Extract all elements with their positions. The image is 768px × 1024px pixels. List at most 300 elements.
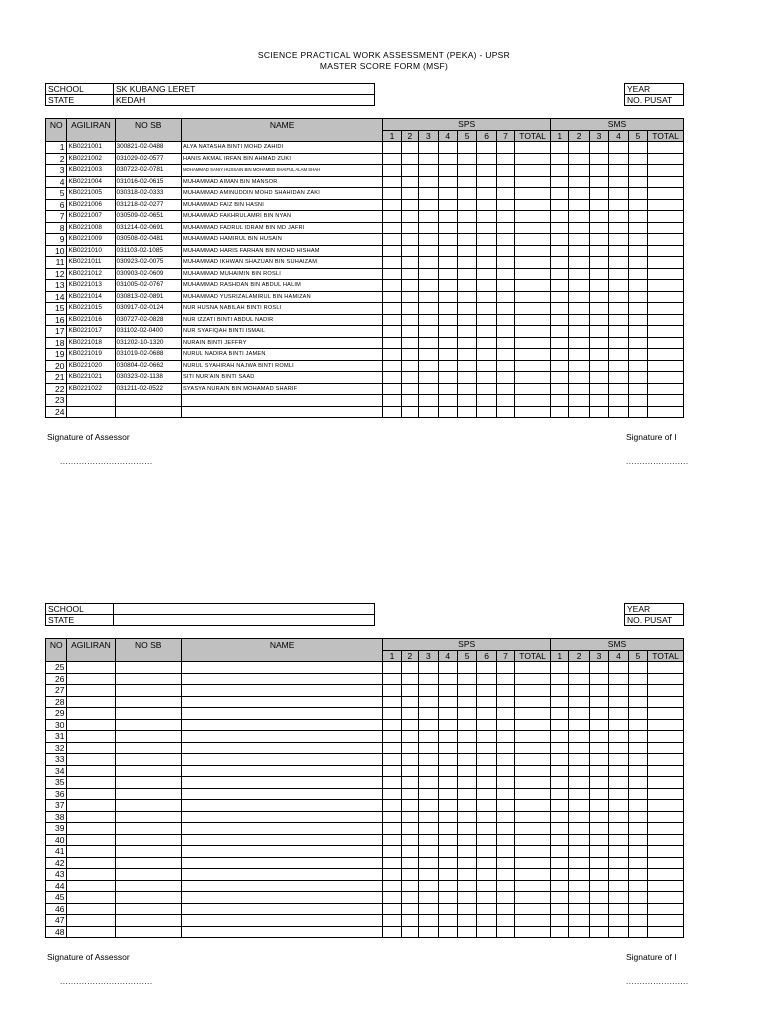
score-cell[interactable] [457, 754, 476, 766]
score-cell[interactable] [401, 742, 418, 754]
score-cell[interactable] [438, 788, 457, 800]
score-cell[interactable] [496, 696, 514, 708]
score-cell[interactable] [419, 303, 438, 315]
score-cell[interactable] [569, 142, 589, 154]
score-cell[interactable] [477, 337, 496, 349]
score-cell[interactable] [477, 903, 496, 915]
score-cell[interactable] [477, 211, 496, 223]
score-cell[interactable] [550, 337, 568, 349]
score-cell[interactable] [438, 892, 457, 904]
score-cell[interactable] [628, 788, 647, 800]
score-cell[interactable] [515, 892, 551, 904]
score-cell[interactable] [401, 696, 418, 708]
score-cell[interactable] [609, 823, 628, 835]
score-cell[interactable] [438, 869, 457, 881]
score-cell[interactable] [438, 268, 457, 280]
score-cell[interactable] [457, 326, 476, 338]
score-cell[interactable] [419, 395, 438, 407]
score-cell[interactable] [628, 903, 647, 915]
score-cell[interactable] [419, 719, 438, 731]
score-cell[interactable] [609, 245, 628, 257]
score-cell[interactable] [569, 257, 589, 269]
score-cell[interactable] [457, 719, 476, 731]
score-cell[interactable] [648, 188, 684, 200]
score-cell[interactable] [383, 777, 401, 789]
score-cell[interactable] [515, 199, 551, 211]
score-cell[interactable] [550, 153, 568, 165]
score-cell[interactable] [496, 846, 514, 858]
score-cell[interactable] [648, 268, 684, 280]
score-cell[interactable] [401, 234, 418, 246]
score-cell[interactable] [589, 383, 608, 395]
score-cell[interactable] [589, 892, 608, 904]
score-cell[interactable] [457, 268, 476, 280]
score-cell[interactable] [569, 280, 589, 292]
score-cell[interactable] [648, 903, 684, 915]
score-cell[interactable] [401, 291, 418, 303]
score-cell[interactable] [401, 372, 418, 384]
score-cell[interactable] [438, 754, 457, 766]
score-cell[interactable] [550, 915, 568, 927]
score-cell[interactable] [383, 788, 401, 800]
score-cell[interactable] [496, 211, 514, 223]
score-cell[interactable] [628, 892, 647, 904]
score-cell[interactable] [589, 811, 608, 823]
score-cell[interactable] [589, 696, 608, 708]
score-cell[interactable] [383, 360, 401, 372]
score-cell[interactable] [569, 857, 589, 869]
score-cell[interactable] [383, 199, 401, 211]
score-cell[interactable] [569, 199, 589, 211]
score-cell[interactable] [609, 188, 628, 200]
score-cell[interactable] [648, 880, 684, 892]
score-cell[interactable] [457, 685, 476, 697]
score-cell[interactable] [419, 800, 438, 812]
score-cell[interactable] [609, 211, 628, 223]
score-cell[interactable] [609, 708, 628, 720]
score-cell[interactable] [589, 846, 608, 858]
score-cell[interactable] [589, 800, 608, 812]
score-cell[interactable] [515, 846, 551, 858]
score-cell[interactable] [569, 349, 589, 361]
score-cell[interactable] [550, 926, 568, 938]
score-cell[interactable] [496, 731, 514, 743]
score-cell[interactable] [569, 696, 589, 708]
score-cell[interactable] [628, 926, 647, 938]
score-cell[interactable] [477, 188, 496, 200]
score-cell[interactable] [648, 915, 684, 927]
score-cell[interactable] [550, 326, 568, 338]
score-cell[interactable] [496, 708, 514, 720]
score-cell[interactable] [383, 383, 401, 395]
score-cell[interactable] [438, 395, 457, 407]
score-cell[interactable] [419, 731, 438, 743]
score-cell[interactable] [383, 892, 401, 904]
score-cell[interactable] [550, 823, 568, 835]
score-cell[interactable] [515, 314, 551, 326]
score-cell[interactable] [496, 777, 514, 789]
score-cell[interactable] [401, 395, 418, 407]
score-cell[interactable] [628, 395, 647, 407]
score-cell[interactable] [383, 857, 401, 869]
score-cell[interactable] [438, 165, 457, 177]
score-cell[interactable] [419, 696, 438, 708]
score-cell[interactable] [589, 326, 608, 338]
score-cell[interactable] [515, 176, 551, 188]
score-cell[interactable] [457, 800, 476, 812]
score-cell[interactable] [477, 719, 496, 731]
score-cell[interactable] [438, 303, 457, 315]
score-cell[interactable] [496, 142, 514, 154]
score-cell[interactable] [648, 406, 684, 418]
score-cell[interactable] [419, 685, 438, 697]
score-cell[interactable] [628, 869, 647, 881]
score-cell[interactable] [589, 754, 608, 766]
score-cell[interactable] [457, 823, 476, 835]
score-cell[interactable] [628, 337, 647, 349]
score-cell[interactable] [496, 926, 514, 938]
score-cell[interactable] [496, 222, 514, 234]
score-cell[interactable] [401, 926, 418, 938]
score-cell[interactable] [438, 673, 457, 685]
score-cell[interactable] [477, 685, 496, 697]
score-cell[interactable] [609, 892, 628, 904]
score-cell[interactable] [569, 395, 589, 407]
score-cell[interactable] [401, 222, 418, 234]
score-cell[interactable] [648, 811, 684, 823]
score-cell[interactable] [648, 245, 684, 257]
score-cell[interactable] [609, 903, 628, 915]
score-cell[interactable] [648, 777, 684, 789]
score-cell[interactable] [569, 754, 589, 766]
score-cell[interactable] [589, 742, 608, 754]
score-cell[interactable] [496, 823, 514, 835]
score-cell[interactable] [438, 245, 457, 257]
score-cell[interactable] [477, 926, 496, 938]
score-cell[interactable] [477, 142, 496, 154]
score-cell[interactable] [589, 685, 608, 697]
score-cell[interactable] [419, 383, 438, 395]
score-cell[interactable] [648, 846, 684, 858]
score-cell[interactable] [628, 291, 647, 303]
score-cell[interactable] [438, 696, 457, 708]
score-cell[interactable] [569, 303, 589, 315]
score-cell[interactable] [515, 857, 551, 869]
score-cell[interactable] [496, 360, 514, 372]
score-cell[interactable] [419, 742, 438, 754]
score-cell[interactable] [457, 662, 476, 674]
score-cell[interactable] [477, 788, 496, 800]
score-cell[interactable] [401, 892, 418, 904]
score-cell[interactable] [589, 708, 608, 720]
score-cell[interactable] [383, 823, 401, 835]
score-cell[interactable] [628, 708, 647, 720]
score-cell[interactable] [569, 685, 589, 697]
score-cell[interactable] [515, 406, 551, 418]
score-cell[interactable] [438, 765, 457, 777]
score-cell[interactable] [515, 326, 551, 338]
score-cell[interactable] [550, 765, 568, 777]
score-cell[interactable] [589, 777, 608, 789]
score-cell[interactable] [589, 188, 608, 200]
score-cell[interactable] [457, 869, 476, 881]
score-cell[interactable] [648, 165, 684, 177]
score-cell[interactable] [628, 372, 647, 384]
score-cell[interactable] [419, 199, 438, 211]
score-cell[interactable] [496, 383, 514, 395]
score-cell[interactable] [383, 280, 401, 292]
score-cell[interactable] [477, 834, 496, 846]
score-cell[interactable] [550, 834, 568, 846]
score-cell[interactable] [550, 349, 568, 361]
score-cell[interactable] [419, 673, 438, 685]
score-cell[interactable] [648, 153, 684, 165]
score-cell[interactable] [419, 349, 438, 361]
score-cell[interactable] [609, 337, 628, 349]
score-cell[interactable] [419, 314, 438, 326]
score-cell[interactable] [609, 742, 628, 754]
score-cell[interactable] [419, 153, 438, 165]
score-cell[interactable] [589, 823, 608, 835]
score-cell[interactable] [609, 176, 628, 188]
score-cell[interactable] [628, 742, 647, 754]
score-cell[interactable] [648, 199, 684, 211]
score-cell[interactable] [383, 662, 401, 674]
score-cell[interactable] [401, 719, 418, 731]
score-cell[interactable] [569, 915, 589, 927]
score-cell[interactable] [515, 360, 551, 372]
score-cell[interactable] [457, 349, 476, 361]
score-cell[interactable] [609, 765, 628, 777]
score-cell[interactable] [569, 926, 589, 938]
score-cell[interactable] [401, 754, 418, 766]
score-cell[interactable] [628, 765, 647, 777]
score-cell[interactable] [515, 800, 551, 812]
score-cell[interactable] [550, 372, 568, 384]
score-cell[interactable] [515, 811, 551, 823]
score-cell[interactable] [401, 903, 418, 915]
score-cell[interactable] [383, 742, 401, 754]
score-cell[interactable] [569, 731, 589, 743]
score-cell[interactable] [496, 892, 514, 904]
score-cell[interactable] [477, 349, 496, 361]
score-cell[interactable] [569, 245, 589, 257]
score-cell[interactable] [477, 765, 496, 777]
score-cell[interactable] [401, 280, 418, 292]
score-cell[interactable] [496, 245, 514, 257]
score-cell[interactable] [609, 869, 628, 881]
score-cell[interactable] [457, 188, 476, 200]
score-cell[interactable] [401, 165, 418, 177]
score-cell[interactable] [648, 708, 684, 720]
score-cell[interactable] [383, 257, 401, 269]
score-cell[interactable] [628, 349, 647, 361]
score-cell[interactable] [383, 926, 401, 938]
score-cell[interactable] [609, 857, 628, 869]
score-cell[interactable] [457, 222, 476, 234]
score-cell[interactable] [383, 211, 401, 223]
score-cell[interactable] [609, 788, 628, 800]
score-cell[interactable] [589, 268, 608, 280]
score-cell[interactable] [477, 708, 496, 720]
score-cell[interactable] [569, 800, 589, 812]
score-cell[interactable] [457, 211, 476, 223]
score-cell[interactable] [419, 915, 438, 927]
score-cell[interactable] [515, 222, 551, 234]
score-cell[interactable] [457, 788, 476, 800]
score-cell[interactable] [569, 708, 589, 720]
score-cell[interactable] [609, 685, 628, 697]
score-cell[interactable] [569, 165, 589, 177]
score-cell[interactable] [589, 303, 608, 315]
score-cell[interactable] [569, 234, 589, 246]
score-cell[interactable] [401, 337, 418, 349]
score-cell[interactable] [589, 915, 608, 927]
score-cell[interactable] [609, 199, 628, 211]
score-cell[interactable] [383, 696, 401, 708]
score-cell[interactable] [383, 731, 401, 743]
score-cell[interactable] [628, 360, 647, 372]
score-cell[interactable] [609, 234, 628, 246]
score-cell[interactable] [457, 834, 476, 846]
score-cell[interactable] [477, 234, 496, 246]
score-cell[interactable] [477, 165, 496, 177]
score-cell[interactable] [477, 153, 496, 165]
score-cell[interactable] [569, 869, 589, 881]
score-cell[interactable] [648, 892, 684, 904]
score-cell[interactable] [609, 291, 628, 303]
score-cell[interactable] [496, 673, 514, 685]
score-cell[interactable] [648, 395, 684, 407]
score-cell[interactable] [401, 268, 418, 280]
score-cell[interactable] [515, 395, 551, 407]
score-cell[interactable] [609, 349, 628, 361]
score-cell[interactable] [419, 142, 438, 154]
score-cell[interactable] [419, 765, 438, 777]
score-cell[interactable] [589, 360, 608, 372]
score-cell[interactable] [589, 291, 608, 303]
score-cell[interactable] [569, 153, 589, 165]
score-cell[interactable] [628, 245, 647, 257]
score-cell[interactable] [457, 811, 476, 823]
score-cell[interactable] [477, 372, 496, 384]
score-cell[interactable] [515, 742, 551, 754]
score-cell[interactable] [383, 406, 401, 418]
score-cell[interactable] [401, 360, 418, 372]
score-cell[interactable] [550, 685, 568, 697]
score-cell[interactable] [648, 662, 684, 674]
score-cell[interactable] [628, 188, 647, 200]
score-cell[interactable] [496, 280, 514, 292]
score-cell[interactable] [496, 337, 514, 349]
score-cell[interactable] [569, 788, 589, 800]
score-cell[interactable] [383, 834, 401, 846]
score-cell[interactable] [457, 673, 476, 685]
score-cell[interactable] [438, 685, 457, 697]
score-cell[interactable] [569, 777, 589, 789]
score-cell[interactable] [648, 257, 684, 269]
score-cell[interactable] [628, 383, 647, 395]
score-cell[interactable] [515, 662, 551, 674]
score-cell[interactable] [438, 349, 457, 361]
score-cell[interactable] [383, 142, 401, 154]
score-cell[interactable] [496, 800, 514, 812]
score-cell[interactable] [628, 199, 647, 211]
score-cell[interactable] [515, 280, 551, 292]
score-cell[interactable] [515, 880, 551, 892]
score-cell[interactable] [383, 880, 401, 892]
score-cell[interactable] [569, 823, 589, 835]
score-cell[interactable] [419, 823, 438, 835]
score-cell[interactable] [569, 383, 589, 395]
score-cell[interactable] [477, 823, 496, 835]
score-cell[interactable] [589, 880, 608, 892]
score-cell[interactable] [550, 696, 568, 708]
score-cell[interactable] [383, 915, 401, 927]
score-cell[interactable] [515, 754, 551, 766]
score-cell[interactable] [496, 880, 514, 892]
score-cell[interactable] [589, 926, 608, 938]
score-cell[interactable] [496, 257, 514, 269]
score-cell[interactable] [515, 777, 551, 789]
score-cell[interactable] [383, 234, 401, 246]
score-cell[interactable] [550, 314, 568, 326]
score-cell[interactable] [457, 142, 476, 154]
score-cell[interactable] [477, 846, 496, 858]
score-cell[interactable] [438, 903, 457, 915]
score-cell[interactable] [550, 673, 568, 685]
score-cell[interactable] [569, 372, 589, 384]
score-cell[interactable] [477, 696, 496, 708]
score-cell[interactable] [648, 280, 684, 292]
score-cell[interactable] [419, 811, 438, 823]
score-cell[interactable] [419, 857, 438, 869]
score-cell[interactable] [419, 834, 438, 846]
score-cell[interactable] [438, 662, 457, 674]
score-cell[interactable] [383, 903, 401, 915]
score-cell[interactable] [496, 869, 514, 881]
score-cell[interactable] [419, 372, 438, 384]
score-cell[interactable] [419, 754, 438, 766]
score-cell[interactable] [648, 869, 684, 881]
score-cell[interactable] [401, 673, 418, 685]
score-cell[interactable] [648, 326, 684, 338]
score-cell[interactable] [496, 199, 514, 211]
score-cell[interactable] [628, 165, 647, 177]
score-cell[interactable] [609, 326, 628, 338]
score-cell[interactable] [383, 719, 401, 731]
score-cell[interactable] [589, 199, 608, 211]
score-cell[interactable] [515, 257, 551, 269]
score-cell[interactable] [438, 800, 457, 812]
score-cell[interactable] [496, 395, 514, 407]
score-cell[interactable] [550, 383, 568, 395]
score-cell[interactable] [438, 383, 457, 395]
score-cell[interactable] [401, 800, 418, 812]
score-cell[interactable] [401, 857, 418, 869]
score-cell[interactable] [648, 360, 684, 372]
score-cell[interactable] [401, 823, 418, 835]
score-cell[interactable] [648, 314, 684, 326]
score-cell[interactable] [457, 337, 476, 349]
score-cell[interactable] [457, 280, 476, 292]
score-cell[interactable] [589, 765, 608, 777]
score-cell[interactable] [515, 696, 551, 708]
score-cell[interactable] [401, 406, 418, 418]
score-cell[interactable] [496, 685, 514, 697]
score-cell[interactable] [383, 222, 401, 234]
score-cell[interactable] [401, 777, 418, 789]
